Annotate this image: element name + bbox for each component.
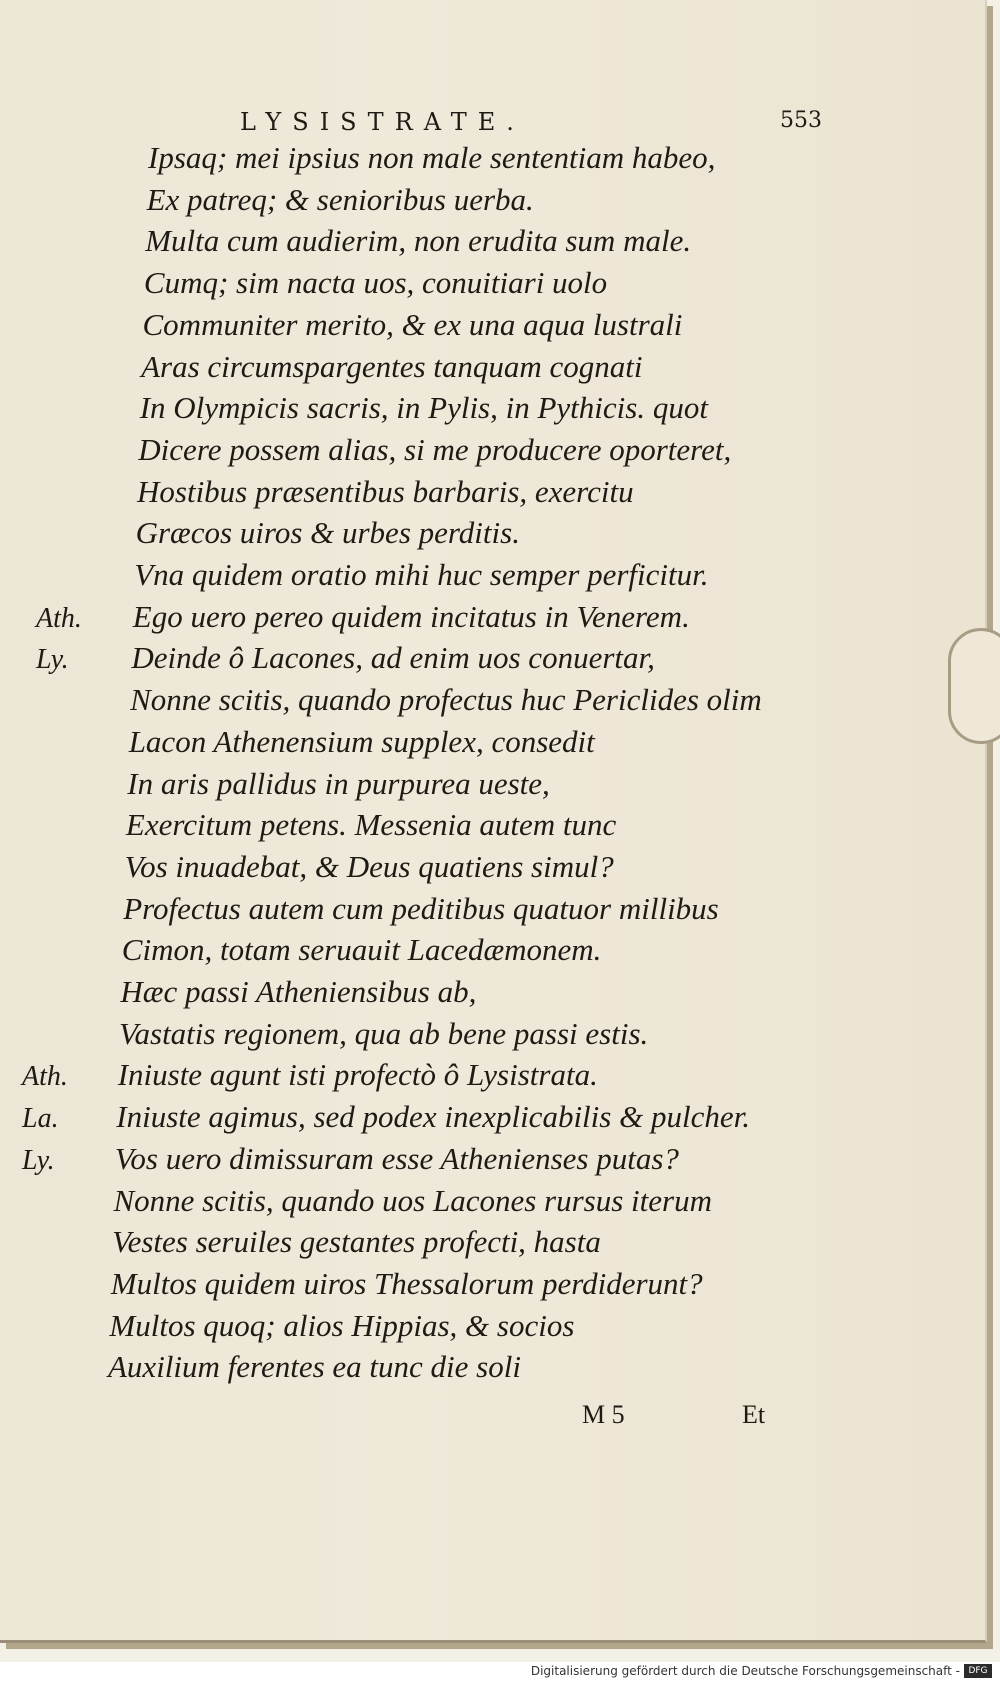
verse-line: Multa cum audierim, non erudita sum male.	[145, 223, 692, 259]
verse-line: Multos quidem uiros Thessalorum perdiderunt?	[110, 1265, 703, 1301]
page-number: 553	[780, 108, 822, 133]
verse-line: Vos inuadebat, & Deus quatiens simul?	[124, 848, 614, 884]
speaker-label: Ath.	[36, 602, 82, 634]
verse-line: Nonne scitis, quando profectus huc Periclides olim	[130, 682, 762, 718]
verse-line: Cimon, totam seruauit Lacedæmonem.	[121, 932, 602, 968]
verse-line: Ex patreq; & senioribus uerba.	[146, 181, 534, 217]
verse-line: Vastatis regionem, qua ab bene passi estis.	[119, 1015, 649, 1051]
verse-line: Iniuste agimus, sed podex inexplicabilis & pulcher.	[116, 1099, 750, 1135]
speaker-label: Ly.	[36, 644, 69, 676]
verse-line: Vos uero dimissuram esse Athenienses putas?	[114, 1140, 679, 1176]
dfg-logo: DFG	[964, 1664, 992, 1678]
speaker-label: La.	[22, 1103, 59, 1135]
running-head: LYSISTRATE.	[240, 108, 525, 136]
catchword: Et	[742, 1400, 766, 1429]
verse-line: In aris pallidus in purpurea ueste,	[127, 765, 550, 801]
verse-line: Auxilium ferentes ea tunc die soli	[108, 1349, 521, 1385]
verse-line: Ipsaq; mei ipsius non male sententiam habeo,	[148, 140, 716, 175]
verse-line: Iniuste agunt isti profectò ô Lysistrata.	[117, 1057, 598, 1093]
speaker-label: Ly.	[22, 1144, 55, 1176]
verse-line: Græcos uiros & urbes perditis.	[135, 515, 520, 551]
signature-mark: M 5	[582, 1400, 625, 1429]
verse-line: Nonne scitis, quando uos Lacones rursus iterum	[113, 1182, 712, 1218]
verse-line: Profectus autem cum peditibus quatuor millibus	[123, 890, 719, 926]
verse-line: Communiter merito, & ex una aqua lustrali	[142, 306, 683, 342]
verse-line: Hæc passi Atheniensibus ab,	[120, 974, 477, 1009]
verse-line: Ego uero pereo quidem incitatus in Venerem.	[132, 598, 690, 634]
verse-line: Dicere possem alias, si me producere oporteret,	[138, 431, 732, 467]
verse-line: Exercitum petens. Messenia autem tunc	[125, 807, 617, 843]
verse-line: Aras circumspargentes tanquam cognati	[141, 348, 643, 384]
verse-line: In Olympicis sacris, in Pylis, in Pythicis. quot	[139, 390, 708, 426]
verse-line: Deinde ô Lacones, ad enim uos conuertar,	[131, 640, 655, 676]
verse-line: Vna quidem oratio mihi huc semper perficitur.	[134, 557, 709, 592]
verse-line: Lacon Athenensium supplex, consedit	[128, 723, 595, 759]
footer-bar	[0, 1662, 1000, 1683]
verse-line: Hostibus præsentibus barbaris, exercitu	[137, 473, 634, 509]
verse-line: Multos quoq; alios Hippias, & socios	[109, 1307, 575, 1343]
digitization-credit: Digitalisierung gefördert durch die Deutsche Forschungsgemeinschaft -	[530, 1664, 960, 1678]
verse-line: Vestes seruiles gestantes profecti, hasta	[112, 1224, 601, 1260]
speaker-label: Ath.	[22, 1061, 68, 1093]
verse-line: Cumq; sim nacta uos, conuitiari uolo	[143, 265, 608, 301]
